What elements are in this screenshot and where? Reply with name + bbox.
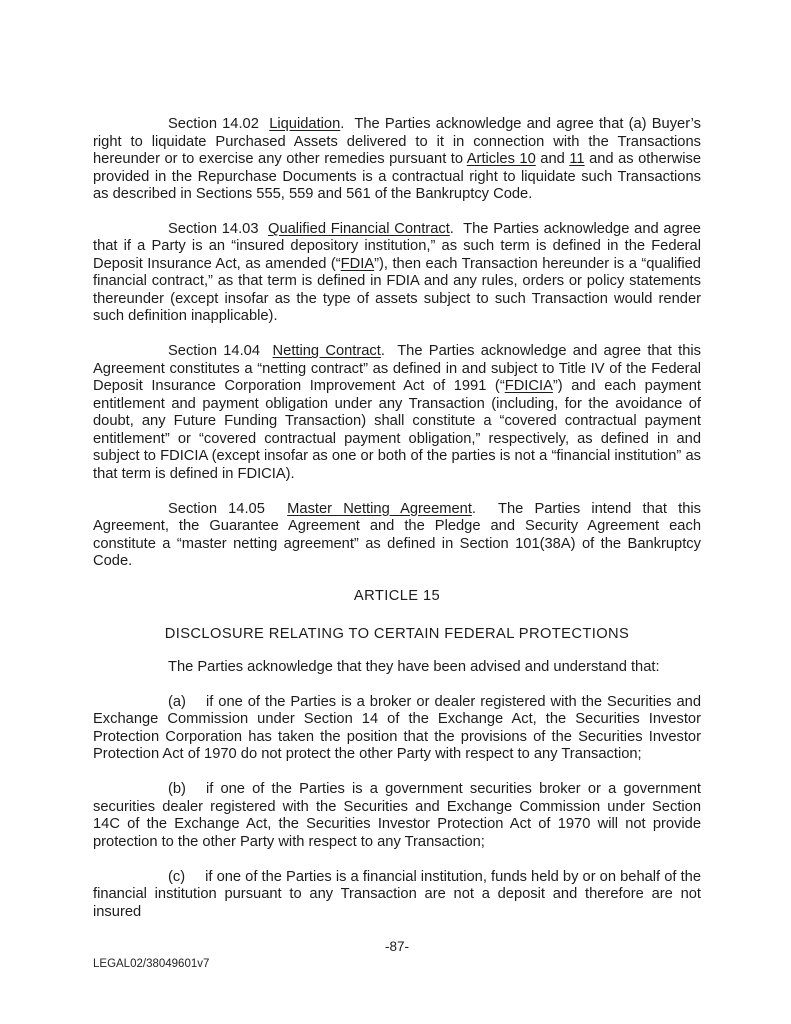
text-run: if one of the Parties is a government securities broker or a government securities dealer registered with the Securities and Exchange Commission under Section 14C of the Exchange Act, the Securities Investor Protection Act of 1970 will not provide protection to the other Party with respect to any Transaction; [93,781,701,850]
clause-label: (b) [168,781,186,798]
text-run: if one of the Parties is a broker or dealer registered with the Securities and Exchange Commission under Section 14 of the Exchange Act, the Securities Investor Protection Corporation has taken the position that the provisions of the Securities Investor Protection Act of 1970 do not protect the other Party with respect to any Transaction; [93,693,701,763]
section-14-04-netting-contract [93,343,701,483]
clause-label: (c) [168,868,186,885]
underlined-text: Netting Contract [272,343,381,360]
text-run: The Parties acknowledge that they have been advised and understand that: [168,659,660,676]
document-content [93,116,701,971]
text-run: . The Parties intend that this Agreement, the Guarantee Agreement and the Pledge and Security Agreement each constitute a “master netting agreement” as defined in Section 101(38A) of the Bankruptcy Code. [93,500,701,570]
underlined-text: Master Netting Agreement [287,500,472,517]
section-14-05-master-netting-agreement [93,501,701,571]
underlined-text: Articles 10 [466,151,536,167]
text-run: Section 14.05 [168,500,288,517]
page-number: -87- [384,938,409,954]
document-body [93,116,701,921]
text-run: . The Parties acknowledge and agree that (a) Buyer’s right to liquidate Purchased Assets delivered to it in connection with the Transactions hereunder or to exercise any other remedies pursuant to [93,116,701,167]
text-run: ”), then each Transaction hereunder is a “qualified financial contract,” as that term is defined in FDIA and any rules, orders or policy statements thereunder (except insofar as the type of assets subject to such Transaction would render such definition inapplicable). [93,255,701,325]
clause-c [93,869,701,922]
underlined-text: 11 [569,151,585,167]
underlined-text: FDIA [340,255,375,272]
section-14-03-qualified-financial-contract [93,221,701,326]
text-run: DISCLOSURE RELATING TO CERTAIN FEDERAL PROTECTIONS [164,625,630,642]
text-run: Section 14.04 [168,343,273,360]
article-15-title [93,626,701,644]
underlined-text: Liquidation [269,116,341,132]
text-run: ”) and each payment entitlement and payment obligation under any Transaction (including, for the avoidance of doubt, any Future Funding Transaction) shall constitute a “covered contractual payment entitlement” or “covered contractual payment obligation,” respectively, as defined in and subject to FDICIA (except insofar as one or both of the parties is not a “financial institution” as that term is defined in FDICIA). [93,378,701,482]
footer-reference: LEGAL02/38049601v7 [93,957,210,970]
clause-label: (a) [168,693,186,710]
text-run: if one of the Parties is a financial institution, funds held by or on behalf of the financial institution pursuant to any Transaction are not a deposit and therefore are not insured [93,868,701,920]
underlined-text: Qualified Financial Contract [268,220,450,237]
text-run: Section 14.03 [168,220,269,237]
text-run: ARTICLE 15 [353,588,441,605]
underlined-text: FDICIA [504,378,553,395]
section-14-02-liquidation [93,116,701,204]
text-run: . The Parties acknowledge and agree that this Agreement constitutes a “netting contract” as defined in and subject to Title IV of the Federal Deposit Insurance Corporation Improvement Act of 1991 (“ [93,343,701,395]
text-run: . The Parties acknowledge and agree that if a Party is an “insured depository institution,” as such term is defined in the Federal Deposit Insurance Act, as amended (“ [93,220,701,272]
clause-a [93,694,701,764]
article-15-heading [93,588,701,606]
text-run: and [535,151,570,167]
text-run: and as otherwise provided in the Repurchase Documents is a contractual right to liquidate such Transactions as described in Sections 555, 559 and 561 of the Bankruptcy Code. [93,151,702,202]
clause-b [93,781,701,851]
intro-paragraph [93,659,701,677]
text-run: Section 14.02 [168,116,270,132]
